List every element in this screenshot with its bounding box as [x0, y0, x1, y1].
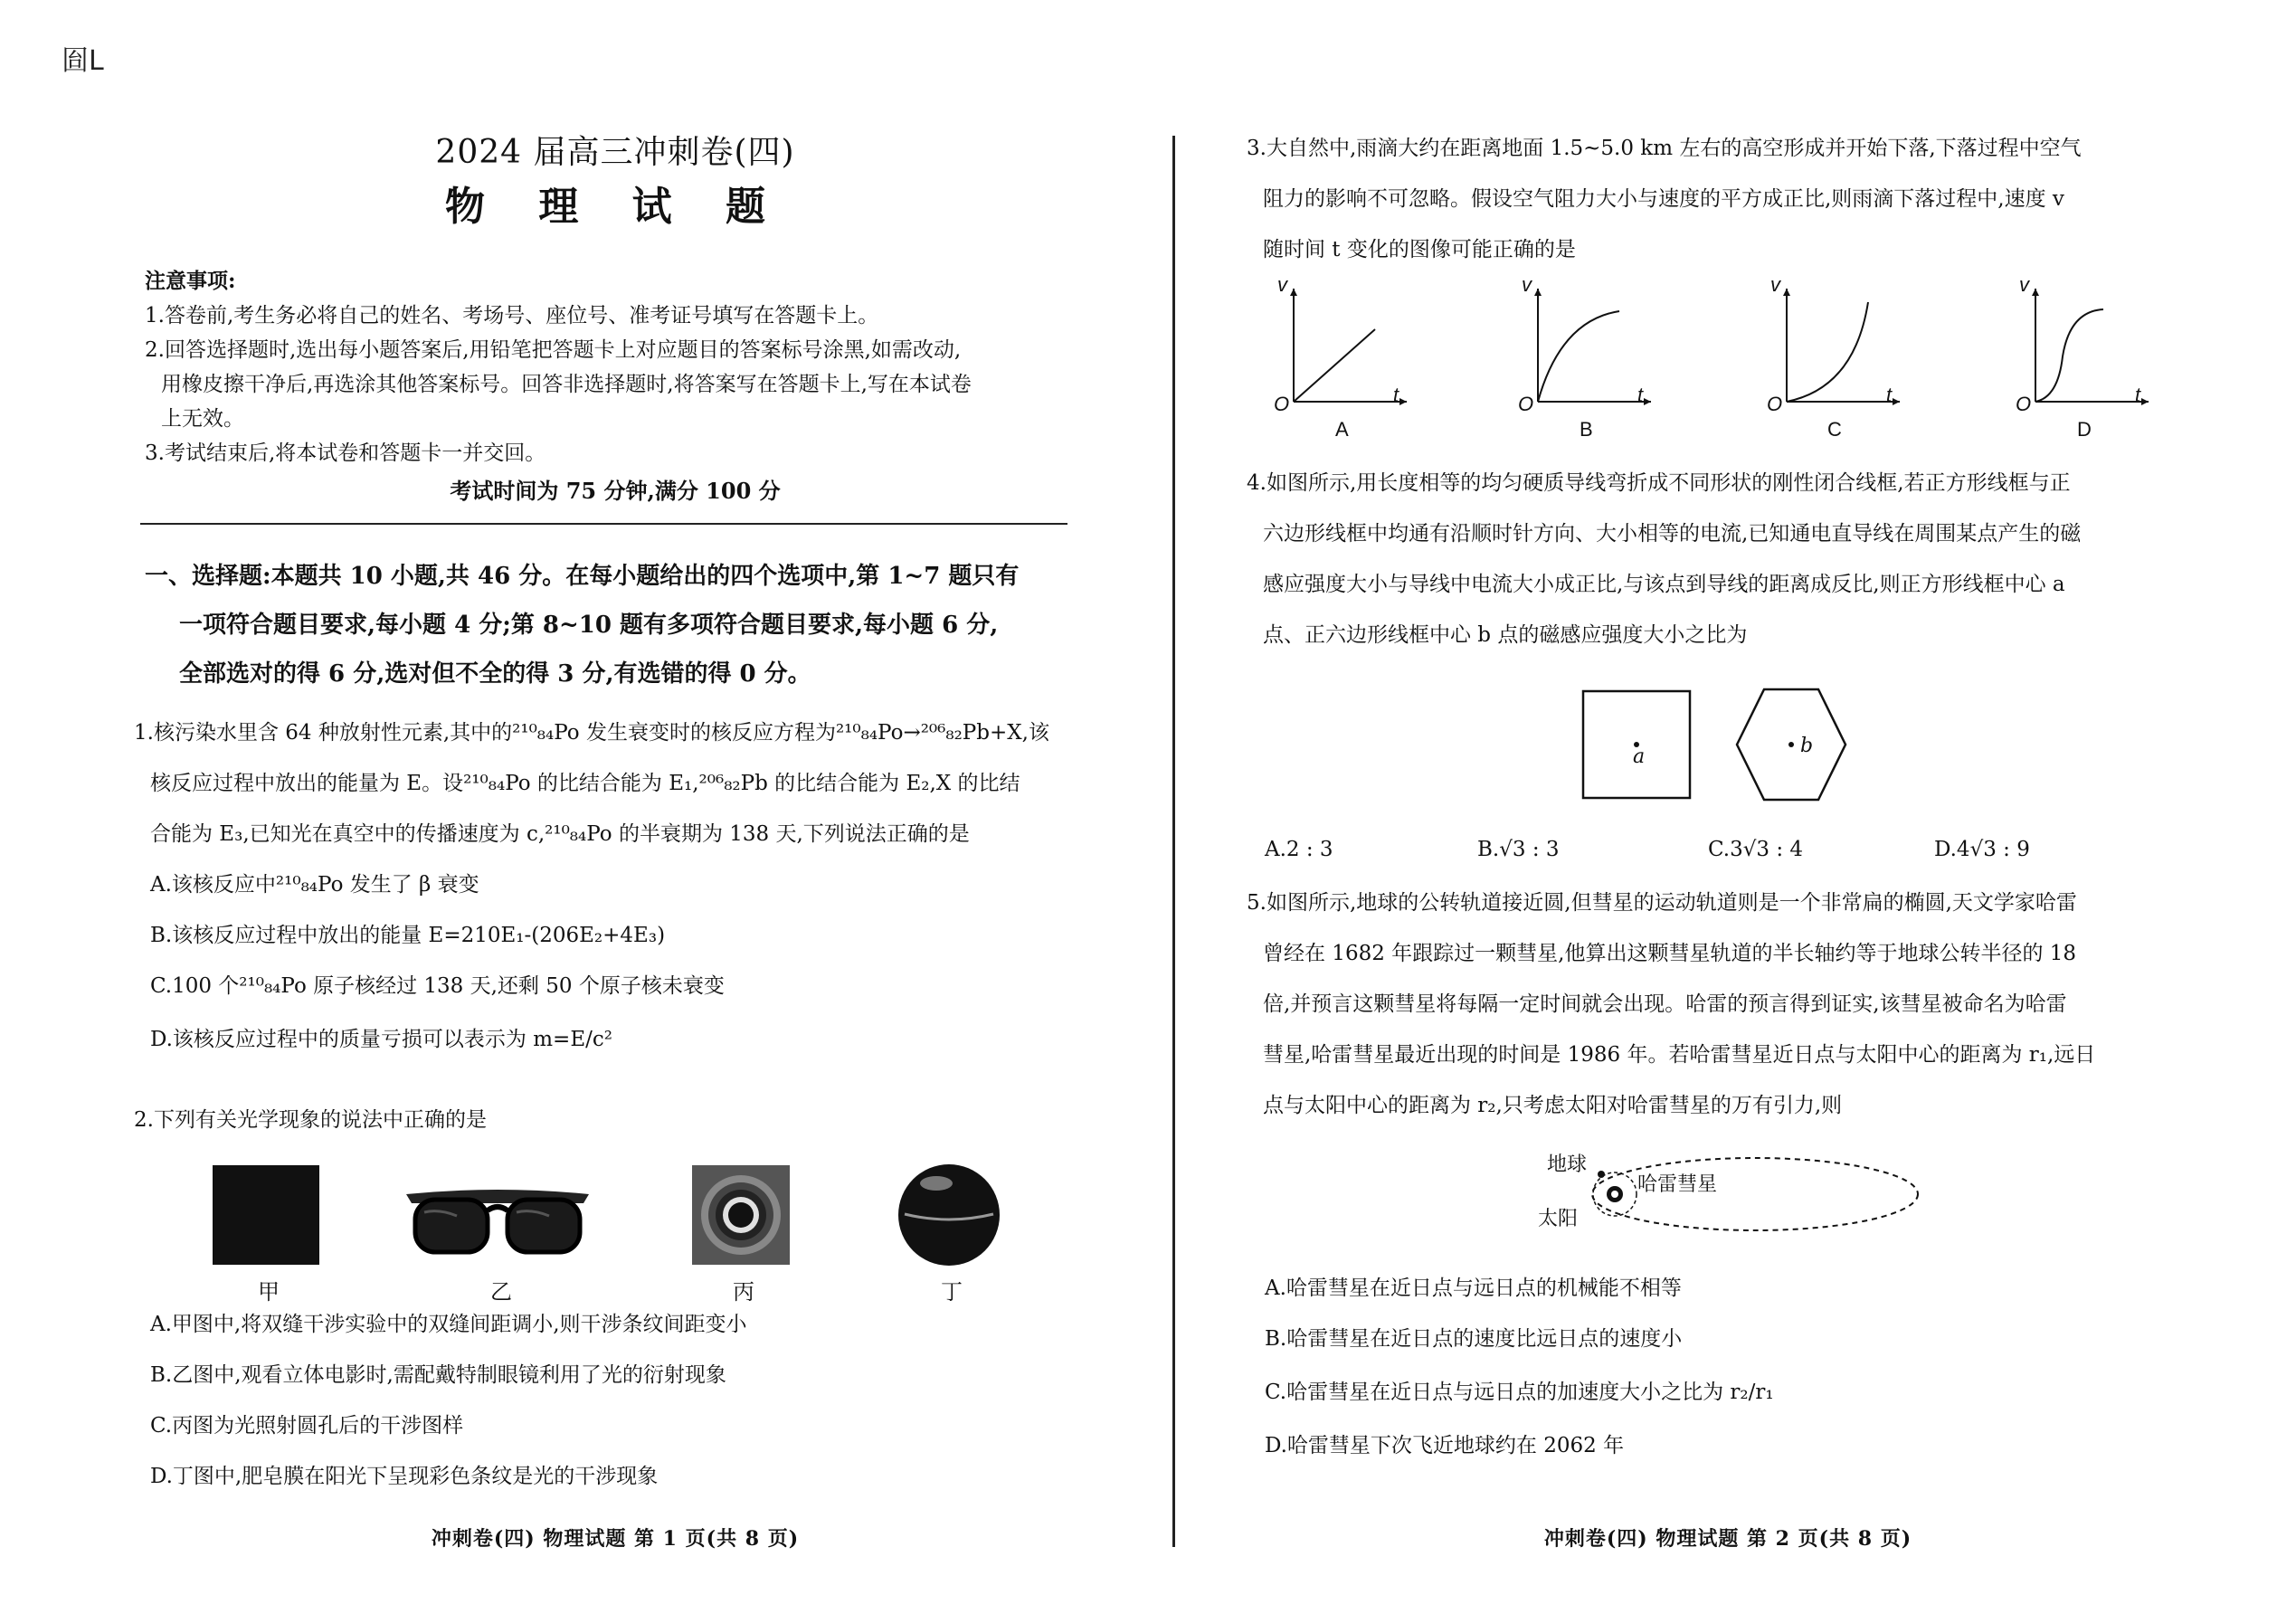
graph-label-a: A — [1335, 418, 1349, 441]
q4-line: 点、正六边形线框中心 b 点的磁感应强度大小之比为 — [1263, 623, 1748, 647]
q4-option-a: A.2 : 3 — [1265, 838, 1333, 861]
notes-heading: 注意事项: — [145, 269, 236, 293]
q2-option-a: A.甲图中,将双缝干涉实验中的双缝间距调小,则干涉条纹间距变小 — [150, 1313, 747, 1336]
question-4 — [1247, 458, 2206, 660]
question-1 — [134, 707, 1093, 1068]
q4-frames-figure — [1574, 680, 1873, 807]
figure-ding-soap-bubble — [896, 1162, 1002, 1268]
section-heading — [145, 552, 1086, 698]
axis-t-label: t — [1886, 384, 1893, 406]
q4-line: 六边形线框中均通有沿顺时针方向、大小相等的电流,已知通电直导线在周围某点产生的磁 — [1263, 522, 2082, 546]
q5-line: 曾经在 1682 年跟踪过一颗彗星,他算出这颗彗星轨道的半长轴约等于地球公转半径的 18 — [1263, 942, 2077, 965]
label-earth: 地球 — [1547, 1153, 1588, 1175]
page-1-footer: 冲刺卷(四) 物理试题 第 1 页(共 8 页) — [431, 1527, 800, 1551]
exam-info: 考试时间为 75 分钟,满分 100 分 — [450, 478, 781, 504]
origin-label: O — [1767, 393, 1783, 415]
q5-option-b: B.哈雷彗星在近日点的速度比远日点的速度小 — [1265, 1327, 1683, 1351]
figure-bing-ring-pattern — [692, 1165, 790, 1265]
q5-options — [1265, 1263, 2224, 1471]
horizontal-rule — [140, 523, 1067, 525]
q4-option-d: D.4√3 : 9 — [1934, 838, 2030, 861]
q5-orbit-figure — [1529, 1144, 1927, 1244]
question-2-stem: 2.下列有关光学现象的说法中正确的是 — [134, 1108, 487, 1132]
notes-block — [145, 264, 1086, 508]
graph-label-b: B — [1580, 418, 1593, 441]
q1-option-b: B.该核反应过程中放出的能量 E=210E₁-(206E₂+4E₃) — [150, 924, 666, 947]
q5-option-c: C.哈雷彗星在近日点与远日点的加速度大小之比为 r₂/r₁ — [1265, 1381, 1774, 1404]
graph-b-concave-down — [1520, 284, 1656, 411]
section-line: 全部选对的得 6 分,选对但不全的得 3 分,有选错的得 0 分。 — [179, 660, 811, 688]
figure-yi-glasses — [403, 1185, 593, 1258]
q1-line: 核反应过程中放出的能量为 E。设²¹⁰₈₄Po 的比结合能为 E₁,²⁰⁶₈₂Pb 的比结合能为 E₂,X 的比结 — [150, 772, 1020, 795]
q1-option-a: A.该核反应中²¹⁰₈₄Po 发生了 β 衰变 — [150, 873, 479, 897]
figure-jia-dark-square — [213, 1165, 319, 1265]
origin-label: O — [1518, 393, 1534, 415]
note-line: 上无效。 — [161, 407, 244, 431]
q2-option-b: B.乙图中,观看立体电影时,需配戴特制眼镜利用了光的衍射现象 — [150, 1363, 726, 1387]
q3-line: 阻力的影响不可忽略。假设空气阻力大小与速度的平方成正比,则雨滴下落过程中,速度 v — [1263, 187, 2064, 211]
sun-core — [1611, 1191, 1618, 1198]
q4-options — [1265, 838, 2224, 874]
q4-line: 感应强度大小与导线中电流大小成正比,与该点到导线的距离成反比,则正方形线框中心 a — [1263, 573, 2065, 596]
exam-title: 2024 届高三冲刺卷(四) — [435, 134, 795, 171]
origin-label: O — [2016, 393, 2032, 415]
axis-t-label: t — [2135, 384, 2141, 406]
section-line: 一项符合题目要求,每小题 4 分;第 8~10 题有多项符合题目要求,每小题 6 分, — [179, 612, 999, 639]
q5-line: 倍,并预言这颗彗星将每隔一定时间就会出现。哈雷的预言得到证实,该彗星被命名为哈雷 — [1263, 992, 2067, 1016]
q5-option-d: D.哈雷彗星下次飞近地球约在 2062 年 — [1265, 1434, 1625, 1457]
q5-option-a: A.哈雷彗星在近日点与远日点的机械能不相等 — [1265, 1277, 1682, 1300]
note-line: 1.答卷前,考生务必将自己的姓名、考场号、座位号、准考证号填写在答题卡上。 — [145, 304, 879, 327]
origin-label: O — [1274, 393, 1290, 415]
subject-title: 物 理 试 题 — [445, 184, 785, 230]
q5-line: 彗星,哈雷彗星最近出现的时间是 1986 年。若哈雷彗星近日点与太阳中心的距离为 r₁,远日 — [1263, 1043, 2096, 1067]
axis-t-label: t — [1637, 384, 1644, 406]
figure-label-jia: 甲 — [258, 1280, 280, 1305]
q3-graphs — [1257, 273, 2216, 449]
optics-figures — [199, 1158, 1013, 1303]
point-a-label: a — [1633, 745, 1646, 768]
q4-option-b: B.√3 : 3 — [1477, 838, 1560, 861]
label-comet: 哈雷彗星 — [1637, 1172, 1718, 1195]
axis-v-label: v — [1770, 273, 1780, 296]
section-line: 一、选择题:本题共 10 小题,共 46 分。在每小题给出的四个选项中,第 1~7 题只有 — [145, 563, 1020, 590]
q3-line: 3.大自然中,雨滴大约在距离地面 1.5~5.0 km 左右的高空形成并开始下落,下落过程中空气 — [1247, 137, 2082, 160]
figure-label-bing: 丙 — [733, 1280, 754, 1305]
earth-dot — [1598, 1171, 1605, 1178]
q2-option-d: D.丁图中,肥皂膜在阳光下呈现彩色条纹是光的干涉现象 — [150, 1465, 659, 1488]
page-2-footer: 冲刺卷(四) 物理试题 第 2 页(共 8 页) — [1543, 1527, 1912, 1551]
note-line: 用橡皮擦干净后,再选涂其他答案标号。回答非选择题时,将答案写在答题卡上,写在本试卷 — [161, 373, 972, 396]
axis-v-label: v — [2019, 273, 2029, 296]
graph-a-linear — [1276, 284, 1411, 411]
q1-option-c: C.100 个²¹⁰₈₄Po 原子核经过 138 天,还剩 50 个原子核未衰变 — [150, 974, 725, 998]
graph-d-s-curve — [2017, 284, 2153, 411]
q1-option-d: D.该核反应过程中的质量亏损可以表示为 m=E/c² — [150, 1028, 612, 1051]
q5-line: 5.如图所示,地球的公转轨道接近圆,但彗星的运动轨道则是一个非常扁的椭圆,天文学家哈雷 — [1247, 891, 2077, 915]
graph-c-concave-up — [1769, 284, 1904, 411]
q4-line: 4.如图所示,用长度相等的均匀硬质导线弯折成不同形状的刚性闭合线框,若正方形线框与正 — [1247, 471, 2071, 495]
graph-label-d: D — [2077, 418, 2092, 441]
axis-v-label: v — [1277, 273, 1287, 296]
q2-option-c: C.丙图为光照射圆孔后的干涉图样 — [150, 1414, 464, 1438]
figure-label-yi: 乙 — [490, 1280, 512, 1305]
q2-options — [134, 1299, 1093, 1502]
axis-v-label: v — [1522, 273, 1532, 296]
label-sun: 太阳 — [1538, 1207, 1579, 1229]
note-line: 3.考试结束后,将本试卷和答题卡一并交回。 — [145, 441, 546, 465]
q1-line: 合能为 E₃,已知光在真空中的传播速度为 c,²¹⁰₈₄Po 的半衰期为 138 天,下列说法正确的是 — [150, 822, 970, 846]
axis-t-label: t — [1393, 384, 1399, 406]
graph-label-c: C — [1827, 418, 1842, 441]
q1-line: 1.核污染水里含 64 种放射性元素,其中的²¹⁰₈₄Po 发生衰变时的核反应方程为²¹⁰₈₄Po→²⁰⁶₈₂Pb+X,该 — [134, 721, 1049, 745]
q3-line: 随时间 t 变化的图像可能正确的是 — [1263, 238, 1576, 261]
point-b-label: b — [1800, 735, 1814, 757]
figure-label-ding: 丁 — [941, 1280, 963, 1305]
page-divider — [1172, 136, 1175, 1547]
q5-line: 点与太阳中心的距离为 r₂,只考虑太阳对哈雷彗星的万有引力,则 — [1263, 1094, 1843, 1117]
note-line: 2.回答选择题时,选出每小题答案后,用铅笔把答题卡上对应题目的答案标号涂黑,如需改动, — [145, 338, 962, 362]
question-3 — [1247, 123, 2206, 275]
question-5 — [1247, 878, 2206, 1131]
point-b-dot — [1788, 742, 1794, 747]
corner-mark: 囼L — [62, 45, 104, 77]
q4-option-c: C.3√3 : 4 — [1708, 838, 1804, 861]
